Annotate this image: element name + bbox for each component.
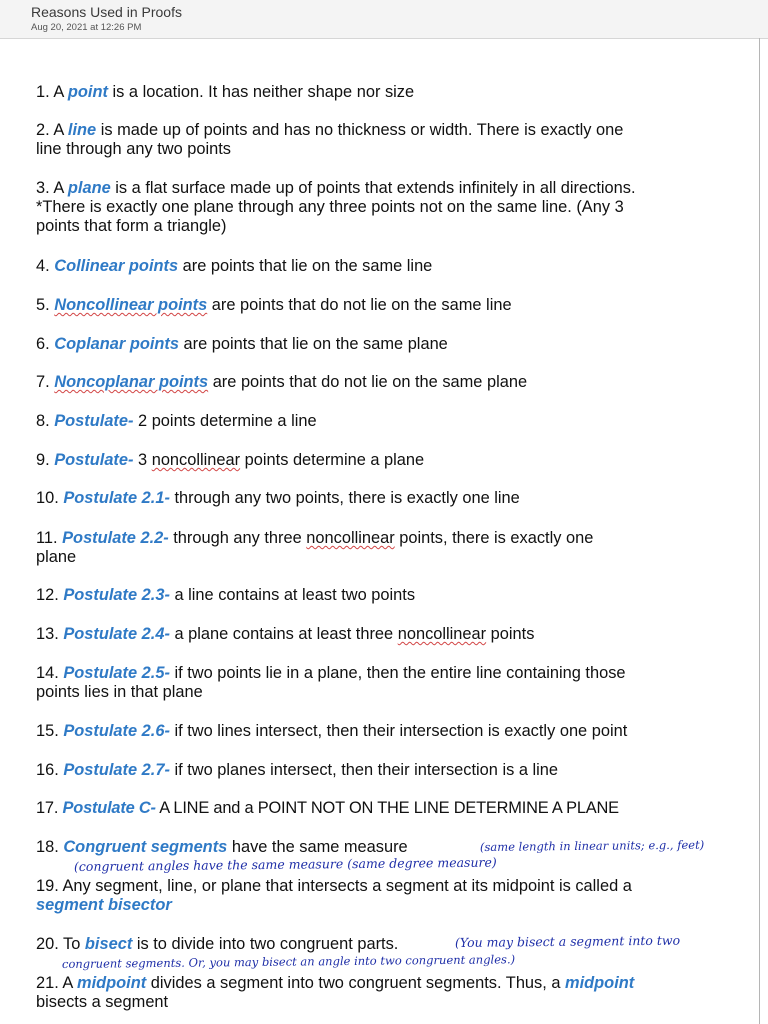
list-item <box>36 296 748 315</box>
term: Postulate 2.1- <box>63 489 170 507</box>
spellcheck-word: noncollinear <box>306 529 395 547</box>
item-number: 4. <box>36 257 55 275</box>
list-item <box>36 83 748 102</box>
item-text: points determine a plane <box>240 451 425 469</box>
item-number: 7. <box>36 373 55 391</box>
term: midpoint <box>565 974 635 992</box>
item-number: 6. <box>36 335 55 353</box>
spellcheck-word: noncollinear <box>151 451 241 469</box>
item-text: is a location. It has neither shape nor size <box>107 83 415 101</box>
item-text: have the same measure <box>227 838 408 856</box>
item-text: points lies in that plane <box>36 683 203 701</box>
list-item <box>36 722 748 741</box>
item-number: 2. A <box>36 121 68 139</box>
list-item <box>36 974 748 1012</box>
note-header <box>0 0 768 39</box>
list-item <box>36 179 748 236</box>
list-item <box>36 625 748 644</box>
term: segment bisector <box>36 896 172 914</box>
item-text: points <box>486 625 535 643</box>
item-number: 13. <box>36 625 64 643</box>
item-text: through any three <box>168 529 307 547</box>
item-number: 17. <box>36 799 63 817</box>
item-text: if two lines intersect, then their intersection is exactly one point <box>169 722 628 740</box>
item-text: if two points lie in a plane, then the entire line containing those <box>169 664 626 682</box>
item-number: 11. <box>36 529 63 547</box>
item-number: 19. <box>36 877 63 895</box>
item-text: points, there is exactly one <box>394 529 594 547</box>
term: Postulate- <box>54 451 134 469</box>
item-number: 12. <box>36 586 64 604</box>
item-text: a plane contains at least three <box>169 625 398 643</box>
list-item <box>36 335 748 354</box>
item-number: 15. <box>36 722 64 740</box>
term: Postulate- <box>54 412 134 430</box>
term: Postulate 2.5- <box>63 664 170 682</box>
item-number: 16. <box>36 761 64 779</box>
item-text: 2 points determine a line <box>133 412 317 430</box>
item-text: is made up of points and has no thickness or width. There is exactly one <box>96 121 624 139</box>
item-number: 14. <box>36 664 64 682</box>
item-number: 5. <box>36 296 55 314</box>
note-title: Reasons Used in Proofs <box>31 4 182 20</box>
list-item <box>36 799 748 818</box>
item-text: points that form a triangle) <box>36 217 227 235</box>
list-item <box>36 489 748 508</box>
list-item <box>36 121 748 159</box>
item-number: 10. <box>36 489 64 507</box>
term: Collinear points <box>54 257 179 275</box>
list-item <box>36 761 748 780</box>
item-number: 18. <box>36 838 64 856</box>
term: Postulate 2.3- <box>63 586 170 604</box>
handwritten-note: congruent segments. Or, you may bisect an angle into two congruent angles.) <box>61 952 516 971</box>
term: Postulate 2.4- <box>63 625 170 643</box>
term: Congruent segments <box>63 838 228 856</box>
term: bisect <box>84 935 133 953</box>
list-item <box>36 373 748 392</box>
term: line <box>67 121 97 139</box>
item-text: plane <box>36 548 77 566</box>
list-item <box>36 451 748 470</box>
term: Coplanar points <box>54 335 179 353</box>
item-text: line through any two points <box>36 140 231 158</box>
term: midpoint <box>77 974 147 992</box>
term: Postulate 2.6- <box>63 722 170 740</box>
item-text: Any segment, line, or plane that intersects a segment at its midpoint is called a <box>62 877 632 895</box>
term: Postulate C- <box>62 799 156 817</box>
item-text: a line contains at least two points <box>169 586 416 604</box>
list-item <box>36 529 748 567</box>
item-text: are points that do not lie on the same plane <box>208 373 528 391</box>
list-item <box>36 586 748 605</box>
term: Noncollinear points <box>54 296 208 314</box>
item-number: 1. A <box>36 83 68 101</box>
item-number: 8. <box>36 412 55 430</box>
term: point <box>67 83 108 101</box>
handwritten-note: (same length in linear units; e.g., feet) <box>479 837 705 854</box>
list-item <box>36 664 748 702</box>
term: Postulate 2.7- <box>63 761 170 779</box>
handwritten-note: (You may bisect a segment into two <box>454 932 681 950</box>
term: Noncoplanar points <box>54 373 209 391</box>
term: plane <box>67 179 111 197</box>
item-text: through any two points, there is exactly one line <box>169 489 520 507</box>
item-number: 20. <box>36 935 64 953</box>
item-text: divides a segment into two congruent segments. Thus, a <box>146 974 566 992</box>
item-text: are points that lie on the same plane <box>179 335 448 353</box>
page-edge <box>759 38 760 1024</box>
note-date: Aug 20, 2021 at 12:26 PM <box>31 22 142 33</box>
item-text: A LINE and a POINT NOT ON THE LINE DETERMINE A PLANE <box>155 799 619 817</box>
term: Postulate 2.2- <box>62 529 169 547</box>
handwritten-note: (congruent angles have the same measure (same degree measure) <box>73 854 497 874</box>
item-text: bisects a segment <box>36 993 169 1011</box>
item-text: if two planes intersect, then their intersection is a line <box>169 761 559 779</box>
item-text: is a flat surface made up of points that extends infinitely in all directions. <box>110 179 636 197</box>
item-text: *There is exactly one plane through any three points not on the same line. (Any 3 <box>36 198 624 216</box>
item-text: 3 <box>133 451 152 469</box>
item-number: 3. A <box>36 179 68 197</box>
list-item <box>36 877 748 915</box>
item-text: are points that lie on the same line <box>178 257 433 275</box>
item-text: is to divide into two congruent parts. <box>132 935 399 953</box>
list-item <box>36 257 748 276</box>
item-number: 21. A <box>36 974 78 992</box>
item-number: 9. <box>36 451 55 469</box>
item-text: are points that do not lie on the same line <box>207 296 512 314</box>
item-text: To <box>63 935 85 953</box>
list-item <box>36 412 748 431</box>
spellcheck-word: noncollinear <box>397 625 487 643</box>
